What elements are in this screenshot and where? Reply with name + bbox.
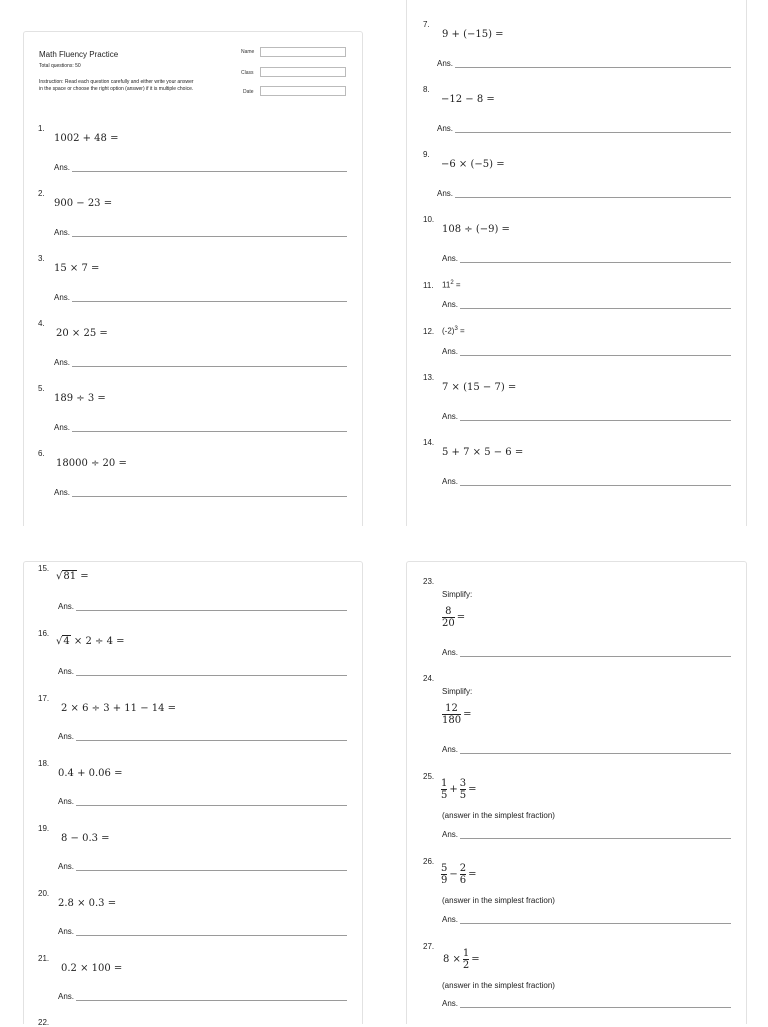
answer-line[interactable] — [76, 610, 347, 611]
answer-line[interactable] — [72, 236, 347, 237]
answer-label: Ans. — [442, 254, 459, 263]
equals: = — [471, 954, 480, 965]
question-expression — [441, 948, 482, 971]
question-expression — [441, 863, 479, 886]
answer-label: Ans. — [442, 477, 459, 486]
question-note: (answer in the simplest fraction) — [442, 981, 555, 990]
answer-line[interactable] — [76, 805, 347, 806]
answer-line[interactable] — [455, 197, 731, 198]
denominator: 5 — [441, 790, 448, 801]
question-expression — [442, 703, 473, 726]
question-number: 23. — [423, 577, 435, 586]
answer-label: Ans. — [58, 862, 75, 871]
date-field[interactable] — [260, 86, 346, 96]
exponent: 3 — [454, 326, 458, 332]
exponent-base: 11 — [442, 280, 451, 290]
question-expression: −12 − 8 = — [441, 94, 495, 105]
question-number: 1. — [38, 124, 45, 133]
fraction — [460, 863, 466, 886]
denominator: 6 — [459, 875, 467, 886]
denominator: 180 — [442, 715, 462, 726]
numerator: 5 — [441, 863, 448, 874]
question-number: 4. — [38, 319, 45, 328]
answer-label: Ans. — [442, 347, 459, 356]
answer-line[interactable] — [76, 870, 347, 871]
answer-label: Ans. — [58, 667, 75, 676]
operator: − — [449, 869, 458, 880]
question-number: 18. — [38, 759, 50, 768]
question-number: 10. — [423, 215, 435, 224]
denominator: 2 — [462, 960, 470, 971]
question-number: 19. — [38, 824, 50, 833]
answer-label: Ans. — [54, 163, 71, 172]
answer-line[interactable] — [460, 308, 731, 309]
question-expression: 18000 ÷ 20 = — [56, 458, 127, 469]
question-expression: 0.2 × 100 = — [61, 963, 123, 974]
answer-label: Ans. — [58, 927, 75, 936]
equals: = — [468, 784, 477, 795]
answer-line[interactable] — [76, 1000, 347, 1001]
answer-line[interactable] — [72, 366, 347, 367]
question-number: 21. — [38, 954, 50, 963]
fraction — [463, 948, 469, 971]
question-expression: 2 × 6 ÷ 3 + 11 − 14 = — [61, 703, 177, 714]
equals: = — [77, 571, 89, 582]
answer-label: Ans. — [442, 648, 459, 657]
worksheet-title: Math Fluency Practice — [39, 50, 119, 59]
answer-line[interactable] — [460, 838, 731, 839]
name-label: Name — [241, 49, 255, 55]
operator: + — [449, 784, 458, 795]
denominator: 9 — [441, 875, 448, 886]
fraction — [442, 606, 455, 629]
answer-label: Ans. — [54, 293, 71, 302]
question-number: 16. — [38, 629, 50, 638]
question-expression — [56, 636, 125, 647]
answer-line[interactable] — [460, 753, 731, 754]
answer-line[interactable] — [72, 171, 347, 172]
answer-label: Ans. — [54, 358, 71, 367]
total-questions: Total questions: 50 — [39, 63, 81, 69]
question-prompt: Simplify: — [442, 590, 473, 599]
answer-label: Ans. — [58, 797, 75, 806]
question-prompt: Simplify: — [442, 687, 473, 696]
question-expression: 900 − 23 = — [54, 198, 113, 209]
question-number: 26. — [423, 857, 435, 866]
answer-label: Ans. — [442, 300, 459, 309]
numerator: 3 — [459, 778, 467, 789]
question-expression: 0.4 + 0.06 = — [58, 768, 123, 779]
answer-label: Ans. — [58, 992, 75, 1001]
question-expression: 1002 + 48 = — [54, 133, 119, 144]
question-number: 17. — [38, 694, 50, 703]
question-number: 12. — [423, 327, 435, 336]
worksheet-page-3 — [23, 561, 363, 1024]
name-field[interactable] — [260, 47, 346, 57]
expression-tail: × 2 ÷ 4 = — [70, 636, 125, 647]
fraction — [441, 778, 447, 801]
answer-label: Ans. — [442, 999, 459, 1008]
date-label: Date — [243, 89, 254, 95]
answer-line[interactable] — [72, 431, 347, 432]
question-expression: 15 × 7 = — [54, 263, 100, 274]
answer-line[interactable] — [460, 420, 731, 421]
instruction-line-2: in the space or choose the right option (answer) if it is multiple choice. — [39, 86, 194, 92]
equals: = — [456, 612, 466, 623]
question-number: 8. — [423, 85, 430, 94]
question-number: 7. — [423, 20, 430, 29]
answer-line[interactable] — [76, 675, 347, 676]
question-expression — [56, 571, 89, 582]
question-number: 15. — [38, 564, 50, 573]
radicand: 81 — [63, 571, 77, 582]
numerator: 2 — [459, 863, 467, 874]
answer-line[interactable] — [460, 262, 731, 263]
fraction — [460, 778, 466, 801]
answer-line[interactable] — [460, 923, 731, 924]
question-number: 11. — [423, 281, 434, 290]
question-number: 24. — [423, 674, 435, 683]
instruction-line-1: Instruction: Read each question carefully and either write your answer — [39, 79, 194, 85]
question-number: 6. — [38, 449, 45, 458]
worksheet-header — [24, 32, 362, 112]
answer-line[interactable] — [72, 301, 347, 302]
answer-label: Ans. — [437, 59, 454, 68]
question-number: 13. — [423, 373, 435, 382]
equals: = — [468, 869, 477, 880]
answer-line[interactable] — [455, 132, 731, 133]
numerator: 8 — [445, 606, 452, 617]
question-expression: 108 ÷ (−9) = — [442, 224, 510, 235]
question-expression: 2.8 × 0.3 = — [58, 898, 117, 909]
class-field[interactable] — [260, 67, 346, 77]
numerator: 12 — [445, 703, 458, 714]
numerator: 1 — [441, 778, 448, 789]
fraction — [441, 863, 447, 886]
answer-line[interactable] — [76, 740, 347, 741]
question-number: 9. — [423, 150, 430, 159]
question-expression — [442, 280, 461, 290]
radicand: 4 — [63, 636, 70, 647]
answer-line[interactable] — [460, 485, 731, 486]
question-expression: 5 + 7 × 5 − 6 = — [442, 447, 524, 458]
denominator: 20 — [442, 618, 455, 629]
question-number: 20. — [38, 889, 50, 898]
question-expression — [442, 326, 465, 336]
answer-label: Ans. — [58, 602, 75, 611]
answer-line[interactable] — [72, 496, 347, 497]
answer-label: Ans. — [437, 189, 454, 198]
answer-line[interactable] — [460, 355, 731, 356]
answer-label: Ans. — [442, 830, 459, 839]
question-expression: 8 − 0.3 = — [61, 833, 110, 844]
question-number: 25. — [423, 772, 435, 781]
square-root: √4 — [56, 636, 70, 647]
worksheet-page-1 — [23, 31, 363, 526]
answer-label: Ans. — [54, 228, 71, 237]
class-label: Class — [241, 70, 254, 76]
question-expression: 9 + (−15) = — [442, 29, 504, 40]
question-note: (answer in the simplest fraction) — [442, 811, 555, 820]
answer-label: Ans. — [54, 423, 71, 432]
question-number: 2. — [38, 189, 45, 198]
fraction — [442, 703, 461, 726]
answer-line[interactable] — [76, 935, 347, 936]
equals: = — [453, 280, 461, 290]
answer-line[interactable] — [460, 656, 731, 657]
answer-line[interactable] — [460, 1007, 731, 1008]
question-number: 14. — [423, 438, 435, 447]
question-expression: 7 × (15 − 7) = — [442, 382, 517, 393]
question-number: 5. — [38, 384, 45, 393]
question-number: 22. — [38, 1018, 50, 1027]
question-number: 3. — [38, 254, 45, 263]
denominator: 5 — [459, 790, 467, 801]
answer-label: Ans. — [442, 915, 459, 924]
answer-label: Ans. — [54, 488, 71, 497]
equals: = — [457, 326, 465, 336]
exponent: 2 — [450, 280, 454, 286]
answer-label: Ans. — [437, 124, 454, 133]
question-note: (answer in the simplest fraction) — [442, 896, 555, 905]
numerator: 1 — [462, 948, 470, 959]
question-expression: 189 ÷ 3 = — [54, 393, 106, 404]
exponent-base: (-2) — [442, 326, 455, 336]
answer-label: Ans. — [442, 412, 459, 421]
expression-lead: 8 × — [443, 954, 461, 965]
equals: = — [463, 709, 472, 720]
question-expression: −6 × (−5) = — [441, 159, 505, 170]
question-expression — [442, 606, 467, 629]
question-expression — [441, 778, 479, 801]
answer-label: Ans. — [442, 745, 459, 754]
answer-label: Ans. — [58, 732, 75, 741]
answer-line[interactable] — [455, 67, 731, 68]
square-root: √81 — [56, 571, 77, 582]
question-expression: 20 × 25 = — [56, 328, 108, 339]
question-number: 27. — [423, 942, 435, 951]
